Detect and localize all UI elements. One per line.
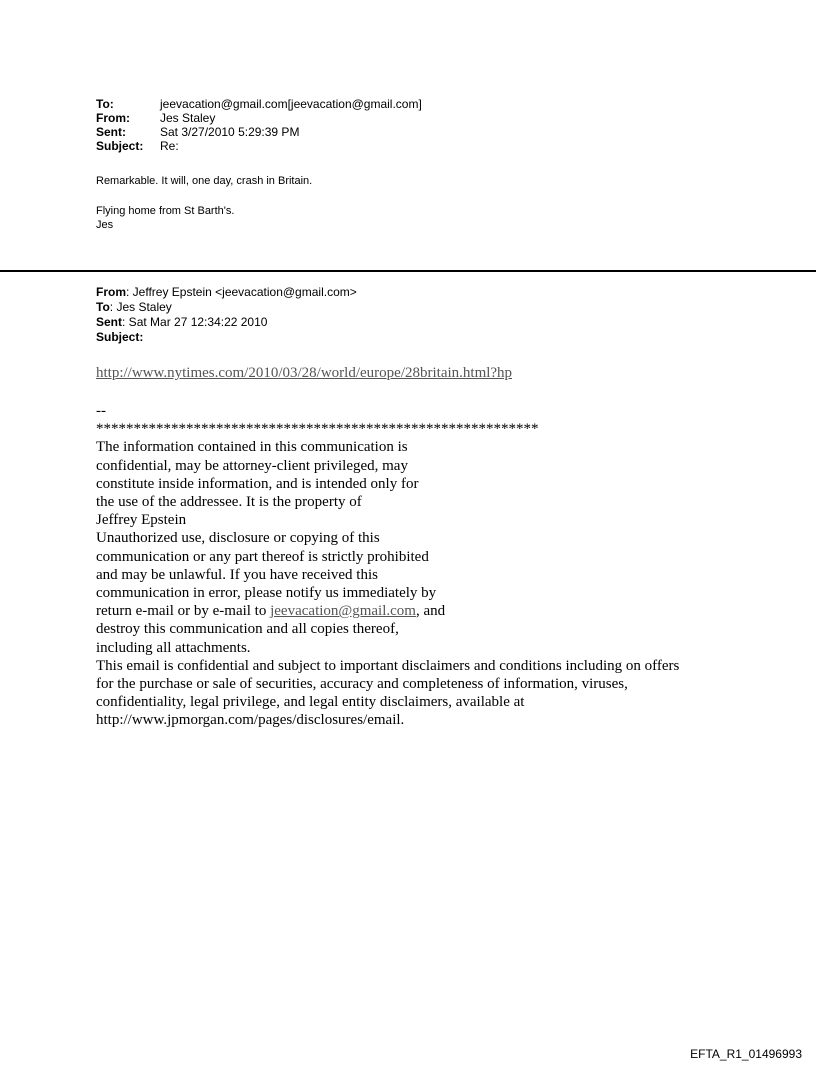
reply-header bbox=[96, 97, 422, 153]
disclaimer-line: communication or any part thereof is strictly prohibited bbox=[96, 548, 429, 565]
disclaimer-line: communication in error, please notify us immediately by bbox=[96, 585, 437, 602]
from-value: Jes Staley bbox=[160, 111, 216, 125]
orig-to-row bbox=[96, 300, 357, 315]
separator-rule bbox=[0, 270, 816, 272]
disclaimer-line: Jeffrey Epstein bbox=[96, 512, 187, 529]
email-link[interactable]: jeevacation@gmail.com bbox=[270, 603, 416, 620]
disclaimer-line: destroy this communication and all copies thereof, bbox=[96, 621, 399, 638]
jpm-line: for the purchase or sale of securities, accuracy and completeness of information, viruses, bbox=[96, 676, 628, 693]
original-header bbox=[96, 285, 357, 345]
subject-row bbox=[96, 139, 422, 153]
jpm-line: This email is confidential and subject to important disclaimers and conditions including on offers bbox=[96, 657, 680, 674]
disclaimer-line: The information contained in this communication is bbox=[96, 439, 408, 456]
subject-label: Subject: bbox=[96, 139, 144, 153]
reply-body bbox=[96, 174, 312, 188]
jpm-line: confidentiality, legal privilege, and legal entity disclaimers, available at bbox=[96, 694, 525, 711]
to-row bbox=[96, 97, 422, 111]
subject-value: Re: bbox=[160, 139, 179, 153]
orig-to-value: : Jes Staley bbox=[109, 300, 172, 314]
disclaimer-line: confidential, may be attorney-client privileged, may bbox=[96, 457, 408, 474]
disclaimer-line: constitute inside information, and is intended only for bbox=[96, 475, 419, 492]
disclaimer-line: and may be unlawful. If you have received this bbox=[96, 566, 378, 583]
from-label: From: bbox=[96, 111, 130, 125]
return-prefix: return e-mail or by e-mail to bbox=[96, 603, 271, 620]
disclaimer-line: including all attachments. bbox=[96, 639, 251, 656]
disclaimer-return-line bbox=[96, 602, 679, 620]
sent-value: Sat 3/27/2010 5:29:39 PM bbox=[160, 125, 300, 139]
to-value: jeevacation@gmail.com[jeevacation@gmail.com] bbox=[160, 97, 422, 111]
disclaimer-line: the use of the addressee. It is the property of bbox=[96, 494, 362, 511]
sent-row bbox=[96, 125, 422, 139]
disclaimer bbox=[96, 402, 679, 730]
orig-from-label: From bbox=[96, 285, 126, 299]
orig-from-value: : Jeffrey Epstein <jeevacation@gmail.com> bbox=[126, 285, 357, 299]
disclaimer-stars: *********************************************************** bbox=[96, 421, 539, 438]
document-id: EFTA_R1_01496993 bbox=[690, 1047, 802, 1061]
orig-sent-value: : Sat Mar 27 12:34:22 2010 bbox=[122, 315, 268, 329]
orig-sent-row bbox=[96, 315, 357, 330]
to-label: To: bbox=[96, 97, 114, 111]
orig-to-label: To bbox=[96, 300, 110, 314]
reply-line-2: Flying home from St Barth's. bbox=[96, 205, 235, 217]
return-suffix: , and bbox=[415, 603, 446, 620]
article-link[interactable]: http://www.nytimes.com/2010/03/28/world/europe/28britain.html?hp bbox=[96, 365, 513, 381]
jpm-line: http://www.jpmorgan.com/pages/disclosures/email. bbox=[96, 712, 405, 729]
reply-line-1: Remarkable. It will, one day, crash in Britain. bbox=[96, 175, 313, 187]
orig-sent-label: Sent bbox=[96, 315, 123, 329]
orig-subject-label: Subject bbox=[96, 330, 140, 344]
orig-from-row bbox=[96, 285, 357, 300]
from-row bbox=[96, 111, 422, 125]
disclaimer-line: Unauthorized use, disclosure or copying of this bbox=[96, 530, 380, 547]
reply-signature-block bbox=[96, 204, 234, 232]
disclaimer-dashes: -- bbox=[96, 403, 106, 419]
orig-subject-value: : bbox=[139, 330, 144, 344]
sent-label: Sent: bbox=[96, 125, 126, 139]
orig-subject-row bbox=[96, 330, 357, 345]
reply-signature: Jes bbox=[96, 219, 114, 231]
